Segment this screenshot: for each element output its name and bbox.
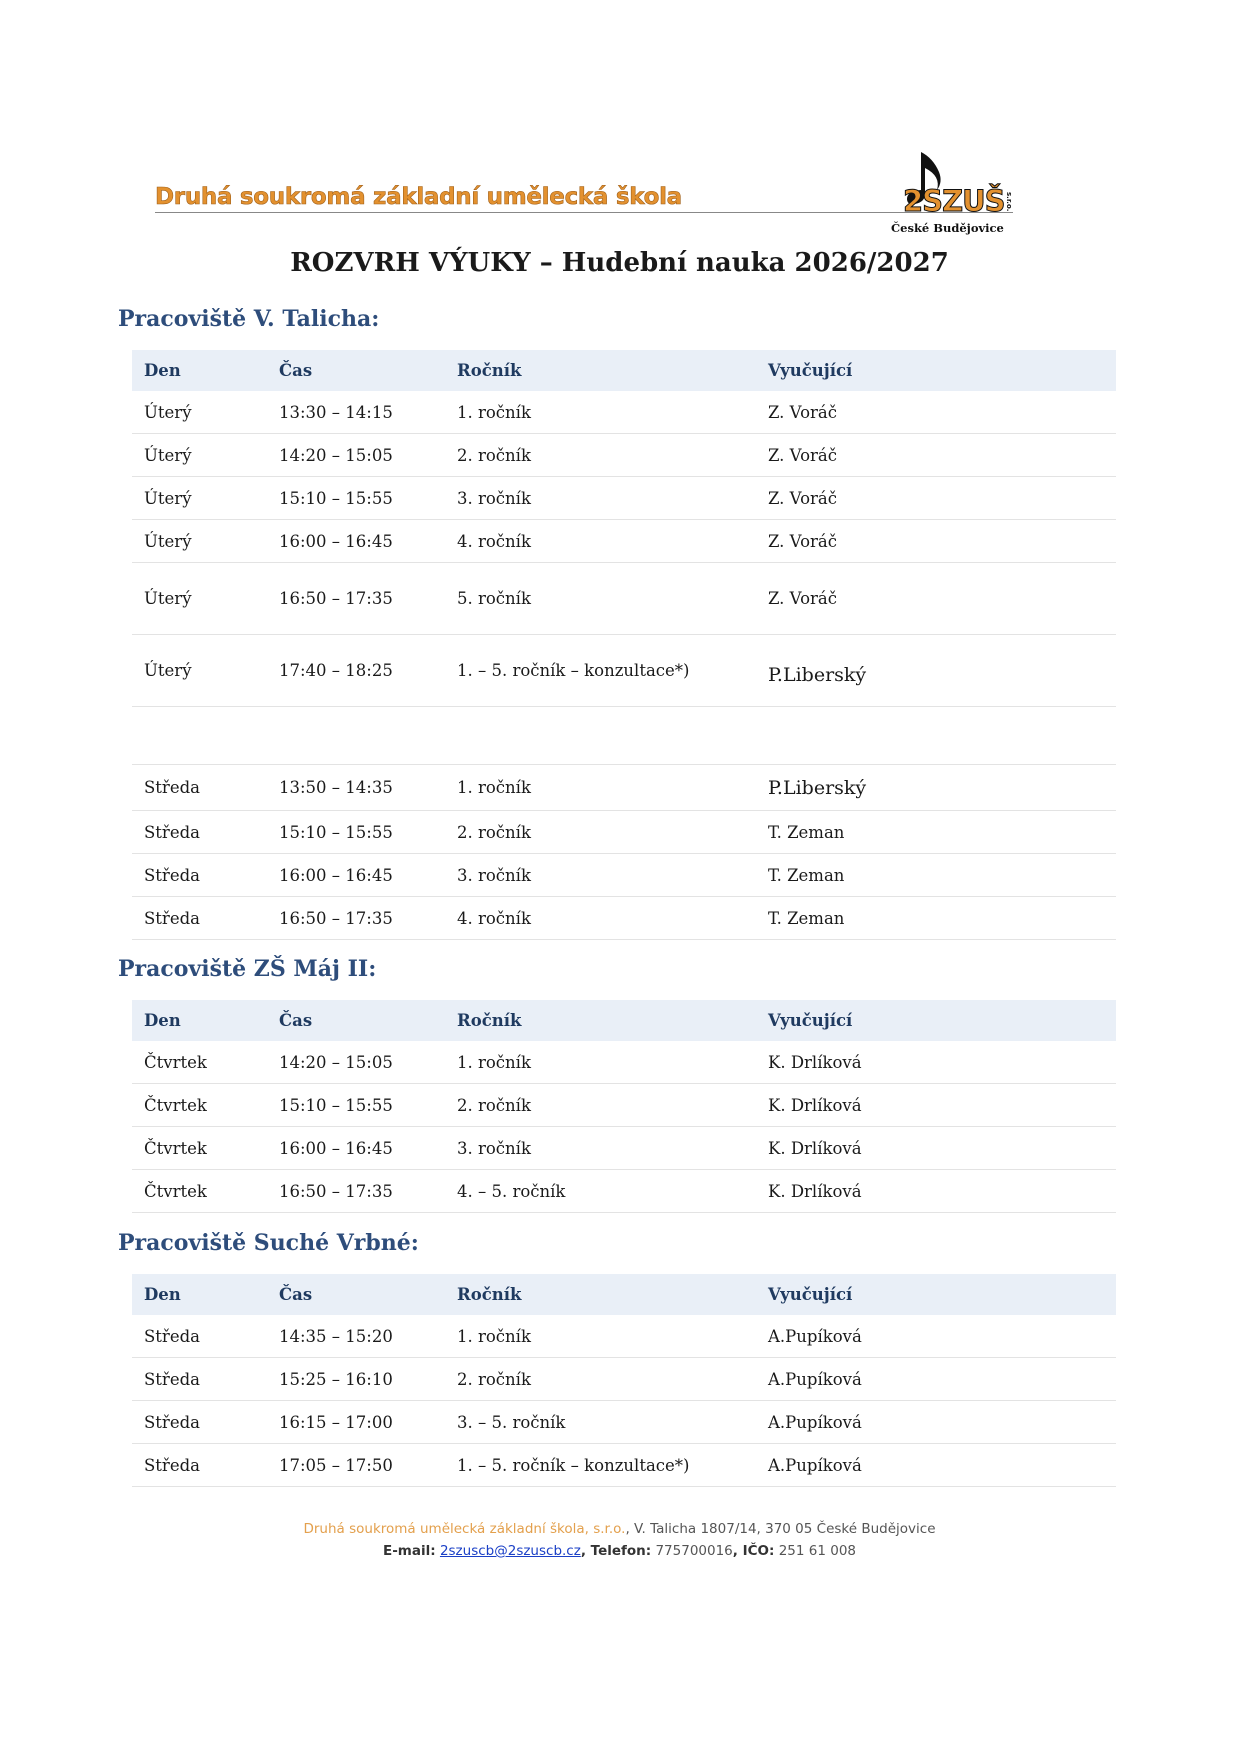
cell-day: Úterý (132, 434, 267, 477)
cell-time: 14:20 – 15:05 (267, 434, 445, 477)
table-row (132, 1041, 1116, 1084)
cell-day: Úterý (132, 520, 267, 563)
cell-teacher: A.Pupíková (756, 1315, 1116, 1358)
table-row (132, 811, 1116, 854)
cell-teacher: K. Drlíková (756, 1041, 1116, 1084)
cell-time: 17:05 – 17:50 (267, 1444, 445, 1487)
schedule-table-suche-vrbne (132, 1274, 1116, 1487)
cell-day: Úterý (132, 477, 267, 520)
table-row (132, 1315, 1116, 1358)
cell-teacher: A.Pupíková (756, 1358, 1116, 1401)
column-header-time: Čas (267, 1274, 445, 1315)
cell-teacher: K. Drlíková (756, 1084, 1116, 1127)
column-header-teacher: Vyučující (756, 1000, 1116, 1041)
cell-grade: 1. ročník (445, 765, 756, 811)
footer-address-line (0, 1518, 1239, 1540)
cell-time: 13:50 – 14:35 (267, 765, 445, 811)
column-header-grade: Ročník (445, 1000, 756, 1041)
schedule-table-zs-maj (132, 1000, 1116, 1213)
cell-day: Úterý (132, 635, 267, 707)
school-name: Druhá soukromá základní umělecká škola (155, 184, 682, 210)
logo-city: České Budějovice (891, 221, 1004, 235)
cell-time: 17:40 – 18:25 (267, 635, 445, 707)
cell-day: Středa (132, 811, 267, 854)
footer-phone: 775700016 (655, 1543, 733, 1559)
cell-grade: 1. – 5. ročník – konzultace*) (445, 635, 756, 707)
cell-grade: 2. ročník (445, 811, 756, 854)
logo-sro: s.r.o. (1005, 192, 1013, 212)
cell-teacher: P.Liberský (756, 765, 1116, 811)
cell-grade: 1. ročník (445, 1041, 756, 1084)
cell-teacher: A.Pupíková (756, 1401, 1116, 1444)
column-header-day: Den (132, 1274, 267, 1315)
column-header-grade: Ročník (445, 350, 756, 391)
cell-grade: 5. ročník (445, 563, 756, 635)
logo-mark: 2SZUŠ (903, 184, 1005, 218)
cell-time: 15:10 – 15:55 (267, 477, 445, 520)
footer-org: Druhá soukromá umělecká základní škola, s.r.o. (303, 1521, 626, 1537)
cell-grade: 3. – 5. ročník (445, 1401, 756, 1444)
cell-teacher: K. Drlíková (756, 1127, 1116, 1170)
cell-teacher: T. Zeman (756, 854, 1116, 897)
schedule-table-talicha (132, 350, 1116, 940)
letterhead (155, 150, 1015, 240)
cell-teacher: Z. Voráč (756, 391, 1116, 434)
column-header-day: Den (132, 350, 267, 391)
cell-time: 13:30 – 14:15 (267, 391, 445, 434)
cell-grade: 1. – 5. ročník – konzultace*) (445, 1444, 756, 1487)
cell-day: Středa (132, 765, 267, 811)
table-header-row (132, 1000, 1116, 1041)
column-header-day: Den (132, 1000, 267, 1041)
cell-teacher: A.Pupíková (756, 1444, 1116, 1487)
page-footer (0, 1518, 1239, 1562)
table-row (132, 477, 1116, 520)
cell-grade: 2. ročník (445, 1358, 756, 1401)
cell-grade: 1. ročník (445, 391, 756, 434)
cell-time: 16:00 – 16:45 (267, 1127, 445, 1170)
section-heading-suche-vrbne: Pracoviště Suché Vrbné: (118, 1230, 419, 1256)
cell-day: Středa (132, 1358, 267, 1401)
column-header-time: Čas (267, 1000, 445, 1041)
cell-grade: 1. ročník (445, 1315, 756, 1358)
cell-grade: 2. ročník (445, 1084, 756, 1127)
cell-grade: 3. ročník (445, 854, 756, 897)
footer-ico: 251 61 008 (778, 1543, 857, 1559)
cell-time: 15:10 – 15:55 (267, 1084, 445, 1127)
cell-day: Čtvrtek (132, 1127, 267, 1170)
table-row (132, 854, 1116, 897)
table-row (132, 1084, 1116, 1127)
cell-day: Čtvrtek (132, 1170, 267, 1213)
cell-day: Čtvrtek (132, 1084, 267, 1127)
school-logo (881, 150, 1015, 240)
cell-grade: 4. ročník (445, 897, 756, 940)
cell-time: 15:10 – 15:55 (267, 811, 445, 854)
cell-teacher: Z. Voráč (756, 434, 1116, 477)
cell-teacher: T. Zeman (756, 897, 1116, 940)
table-header-row (132, 350, 1116, 391)
cell-teacher: Z. Voráč (756, 520, 1116, 563)
cell-time: 16:50 – 17:35 (267, 897, 445, 940)
table-row (132, 1170, 1116, 1213)
cell-day: Středa (132, 1315, 267, 1358)
cell-day (132, 707, 267, 765)
table-row (132, 1127, 1116, 1170)
cell-teacher (756, 707, 1116, 765)
cell-time: 16:00 – 16:45 (267, 854, 445, 897)
cell-time: 14:35 – 15:20 (267, 1315, 445, 1358)
cell-time: 16:50 – 17:35 (267, 1170, 445, 1213)
column-header-teacher: Vyučující (756, 1274, 1116, 1315)
table-row (132, 635, 1116, 707)
page-title: ROZVRH VÝUKY – Hudební nauka 2026/2027 (290, 248, 949, 278)
footer-email-label: E-mail: (382, 1543, 436, 1559)
table-row (132, 434, 1116, 477)
table-row (132, 765, 1116, 811)
cell-grade: 3. ročník (445, 1127, 756, 1170)
cell-day: Úterý (132, 391, 267, 434)
table-row (132, 391, 1116, 434)
footer-address: , V. Talicha 1807/14, 370 05 České Budějovice (625, 1521, 936, 1537)
cell-time: 16:00 – 16:45 (267, 520, 445, 563)
cell-grade: 4. ročník (445, 520, 756, 563)
table-row (132, 520, 1116, 563)
cell-day: Středa (132, 1444, 267, 1487)
cell-grade: 3. ročník (445, 477, 756, 520)
table-row (132, 1358, 1116, 1401)
cell-day: Středa (132, 897, 267, 940)
table-header-row (132, 1274, 1116, 1315)
cell-teacher: T. Zeman (756, 811, 1116, 854)
cell-grade: 2. ročník (445, 434, 756, 477)
cell-teacher: Z. Voráč (756, 477, 1116, 520)
cell-time: 15:25 – 16:10 (267, 1358, 445, 1401)
table-row (132, 563, 1116, 635)
cell-time: 16:50 – 17:35 (267, 563, 445, 635)
column-header-teacher: Vyučující (756, 350, 1116, 391)
cell-day: Úterý (132, 563, 267, 635)
cell-grade (445, 707, 756, 765)
cell-grade: 4. – 5. ročník (445, 1170, 756, 1213)
cell-day: Středa (132, 1401, 267, 1444)
cell-time (267, 707, 445, 765)
section-heading-talicha: Pracoviště V. Talicha: (118, 306, 380, 332)
cell-day: Čtvrtek (132, 1041, 267, 1084)
footer-contact-line (0, 1540, 1239, 1562)
table-row (132, 1401, 1116, 1444)
footer-phone-label: , Telefon: (580, 1543, 652, 1559)
cell-teacher: Z. Voráč (756, 563, 1116, 635)
cell-time: 14:20 – 15:05 (267, 1041, 445, 1084)
cell-teacher: K. Drlíková (756, 1170, 1116, 1213)
cell-time: 16:15 – 17:00 (267, 1401, 445, 1444)
table-row-empty (132, 707, 1116, 765)
cell-teacher: P.Liberský (756, 635, 1116, 707)
table-row (132, 897, 1116, 940)
column-header-grade: Ročník (445, 1274, 756, 1315)
cell-day: Středa (132, 854, 267, 897)
footer-ico-label: , IČO: (732, 1543, 775, 1559)
column-header-time: Čas (267, 350, 445, 391)
table-row (132, 1444, 1116, 1487)
section-heading-zs-maj: Pracoviště ZŠ Máj II: (118, 956, 377, 982)
footer-email-link[interactable]: 2szuscb@2szuscb.cz (439, 1543, 581, 1559)
